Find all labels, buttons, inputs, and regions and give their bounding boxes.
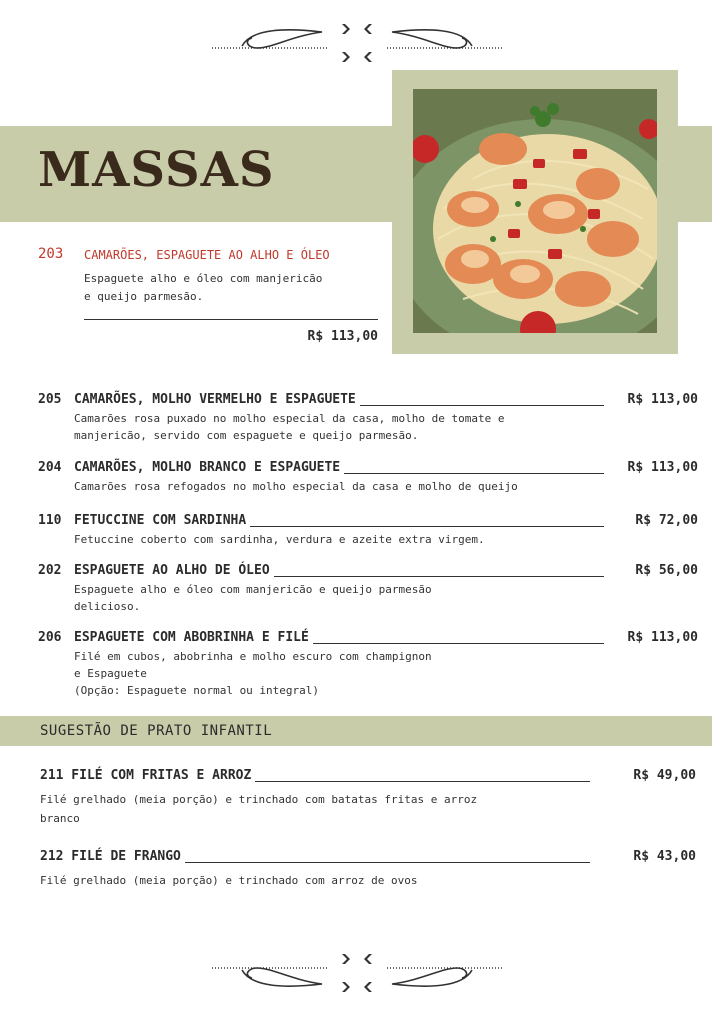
menu-item-price: R$ 113,00 xyxy=(627,630,698,645)
menu-item-code: 110 xyxy=(38,513,62,528)
menu-item-price: R$ 113,00 xyxy=(627,460,698,475)
kids-section-title: SUGESTÃO DE PRATO INFANTIL xyxy=(40,723,273,739)
menu-item xyxy=(38,563,698,615)
menu-item-name: FETUCCINE COM SARDINHA xyxy=(74,513,250,528)
menu-item-name: CAMARÕES, MOLHO VERMELHO E ESPAGUETE xyxy=(74,392,360,407)
menu-item-description: Filé em cubos, abobrinha e molho escuro com champignon e Espaguete (Opção: Espaguete normal ou integral) xyxy=(74,650,432,697)
kids-item-price: R$ 43,00 xyxy=(633,849,696,864)
kids-item-price: R$ 49,00 xyxy=(633,768,696,783)
featured-item-name: CAMARÕES, ESPAGUETE AO ALHO E ÓLEO xyxy=(84,248,330,262)
menu-item-description: Camarões rosa refogados no molho especial da casa e molho de queijo xyxy=(74,480,518,493)
menu-item-code: 204 xyxy=(38,460,62,475)
flourish-ornament-bottom-icon xyxy=(212,948,502,998)
menu-item-name: ESPAGUETE AO ALHO DE ÓLEO xyxy=(74,563,274,578)
menu-item xyxy=(38,630,698,699)
featured-divider xyxy=(84,319,378,320)
kids-menu-item xyxy=(40,849,696,890)
kids-item-description: Filé grelhado (meia porção) e trinchado com arroz de ovos xyxy=(40,874,418,887)
menu-item xyxy=(38,460,698,495)
menu-item-description: Espaguete alho e óleo com manjericão e queijo parmesão delicioso. xyxy=(74,583,432,613)
menu-item-price: R$ 72,00 xyxy=(635,513,698,528)
menu-item-price: R$ 113,00 xyxy=(627,392,698,407)
kids-item-description: Filé grelhado (meia porção) e trinchado com batatas fritas e arroz branco xyxy=(40,793,478,825)
kids-menu-item xyxy=(40,768,696,828)
flourish-ornament-top-icon xyxy=(212,18,502,68)
menu-item-name: ESPAGUETE COM ABOBRINHA E FILÉ xyxy=(74,630,313,645)
menu-item-code: 206 xyxy=(38,630,62,645)
menu-item-code: 205 xyxy=(38,392,62,407)
featured-item-price: R$ 113,00 xyxy=(307,329,378,344)
menu-item-price: R$ 56,00 xyxy=(635,563,698,578)
menu-item-name: CAMARÕES, MOLHO BRANCO E ESPAGUETE xyxy=(74,460,344,475)
section-title: MASSAS xyxy=(38,142,275,198)
menu-item xyxy=(38,513,698,548)
featured-item-code: 203 xyxy=(38,246,64,262)
kids-item-name: 211 FILÉ COM FRITAS E ARROZ xyxy=(40,768,255,783)
kids-item-name: 212 FILÉ DE FRANGO xyxy=(40,849,185,864)
menu-item xyxy=(38,392,698,444)
shrimp-pasta-photo xyxy=(413,89,657,333)
featured-item-description: Espaguete alho e óleo com manjericão e queijo parmesão. xyxy=(84,272,323,303)
menu-item-description: Camarões rosa puxado no molho especial da casa, molho de tomate e manjericão, servido com espaguete e queijo parmesão. xyxy=(74,412,505,442)
menu-item-code: 202 xyxy=(38,563,62,578)
menu-item-description: Fetuccine coberto com sardinha, verdura e azeite extra virgem. xyxy=(74,533,485,546)
